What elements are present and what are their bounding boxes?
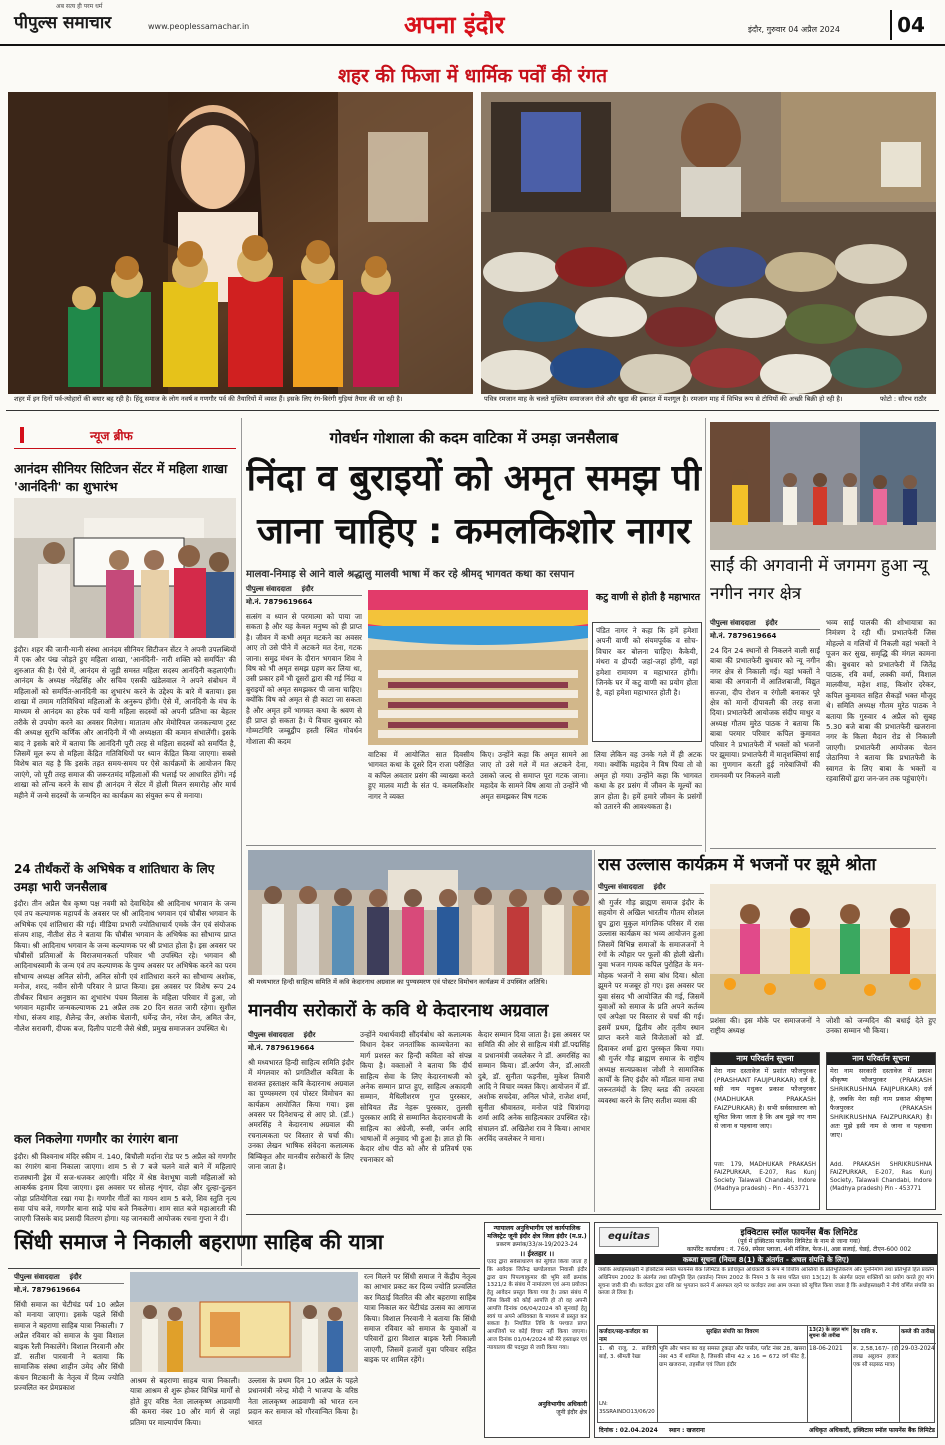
equitas-footer-place: स्थान : खजराना <box>669 1427 705 1434</box>
section-title: अपना इंदौर <box>404 11 505 39</box>
equitas-row-date: 18-06-2021 <box>808 1344 852 1422</box>
sai-headline: साईं की अगवानी में जगमग हुआ न्यू नगीन नगर क्षेत्र <box>710 556 928 604</box>
court-notice <box>484 1222 590 1438</box>
news-brief-label-box <box>20 425 150 447</box>
sindhi-col-4: रत्न मिलने पर सिंधी समाज ने केंद्रीय नेतृत्व का आभार प्रकट कर दिव्य ज्योति प्रज्वलित कर मिठाई वितरित की और बहराणा साहिब यात्रा निकाल कर चेटीचंड उत्सव का आगाज किया। विशाल निरवानी ने बताया कि सिंधी समाज रविवार को समाज के युवाओं व परिवारों द्वारा विशाल बाइक रैली निकाली जाएगी, जिसमें हजारों युवा परिवार सहित बाइक पर शामिल रहेंगे। <box>364 1272 476 1365</box>
kedarnath-col-3: केदार सम्मान दिया जाता है। इस अवसर पर समिति की ओर से साहित्य मंत्री डॉ.पद्मसिंह व प्रधानमंत्री जवलेकर ने डॉ. अमरसिंह का सम्मान किया। डॉ.अर्पण जैन, डॉ.आरती दुबे, डॉ. सुनीता फड़नीस, मुकेश तिवारी आदि ने विचार व्यक्त किए। आयोजन में डॉ. अशोक सचदेवा, अनिल भोजे, राजेश शर्मा, सुनीता श्रीवास्तव, मनोज पांडे चित्रांगदा शर्मा आदि अनेक साहित्यकार उपस्थित रहे। संचालन डॉ. अखिलेश राव ने किया। आभार अरविंद जवलेकर ने माना। <box>478 1030 590 1144</box>
kedarnath-byline <box>248 1030 354 1042</box>
sindhi-byline-author: पीपुल्स संवाददाता <box>14 1273 60 1281</box>
banner-caption-right: पवित्र रमजान माह के चलते मुस्लिम समाजजन रोजे और खुदा की इबादत में मशगूल है। रमजान माह में विभिन्न रूप से टोपियों की अच्छी बिक्री हो रही है। <box>484 395 843 403</box>
banner-bottom-rule <box>6 410 939 411</box>
photo-gangaur-dolls <box>8 92 473 394</box>
ras-col-2: प्रशंसा की। इस मौके पर समाजजनों ने राष्ट्रीय अध्यक्ष <box>710 1016 820 1036</box>
main-kicker: गोवर्धन गोशाला की कदम वाटिका में उमड़ा जनसैलाब <box>329 429 619 447</box>
name-change-1-address: पत्ता: 179, MADHUKAR PRAKASH FAIZPURKAR, E-207, Ras Kunj Society Talawali Chandabi, Indore (Madhya pradesh) - Pin - 453771 <box>714 1162 816 1192</box>
brief-1-title: आनंदम सीनियर सिटिजन सेंटर में महिला शाखा 'आनंदिनी' का शुभारंभ <box>14 461 228 494</box>
equitas-subtitle: (पूर्व में इक्विटास फायनेंस लिमिटेड के नाम से जाना गया) <box>737 1238 861 1245</box>
equitas-footer-date: दिनांक : 02.04.2024 <box>599 1427 658 1434</box>
page-number: 04 <box>890 10 930 40</box>
equitas-intro: जबकि अधोहस्ताक्षरी ने इक्विटास स्मॉल फायनेंस बैंक लिमिटेड के प्राधिकृत अधिकारी के रूप में वित्तीय आस्तियों के प्रतिभूतिकरण और पुनर्निर्माण तथा प्रतिभूति हित प्रवर्तन अधिनियम 2002 के अंतर्गत तथा प्रतिभूति हित (प्रवर्तन) नियम 2002 के नियम 3 के साथ पठित धारा 13(12) के अंतर्गत प्रदत्त शक्तियों का प्रयोग करते हुए मांग सूचना जारी की थी। कर्जदार द्वारा राशि का भुगतान करने में असफल रहने पर कर्जदार तथा आम जनता को सूचित किया जाता है कि अधोहस्ताक्षरी ने नीचे वर्णित संपत्ति का कब्जा ले लिया है। <box>598 1267 934 1297</box>
sindhi-headline: सिंधी समाज ने निकाली बहराणा साहिब की यात्रा <box>14 1230 384 1254</box>
ras-headline: रास उल्लास कार्यक्रम में भजनों पर झूमे श्रोता <box>598 855 876 875</box>
dateline: इंदौर, गुरुवार 04 अप्रैल 2024 <box>748 25 840 34</box>
mid-bottom-rule <box>246 1214 942 1215</box>
photo-caps-shop <box>481 92 936 394</box>
equitas-logo: equitas <box>599 1227 659 1247</box>
website-url[interactable]: www.peoplessamachar.in <box>148 22 250 31</box>
kedarnath-byline-author: पीपुल्स संवाददाता <box>248 1031 294 1039</box>
sindhi-byline-place: इंदौर <box>69 1273 82 1281</box>
kedarnath-byline-mobile: मो.नं. 7879619664 <box>248 1044 315 1052</box>
main-sidebar-title: कटु वाणी से होती है महाभारत <box>595 592 701 603</box>
news-brief-label: न्यूज ब्रीफ <box>90 429 133 443</box>
sai-photo <box>710 422 936 550</box>
kedarnath-col-2: उन्होंने यथार्थवादी सौंदर्यबोध को कलात्मक विधान देकर जनतांत्रिक काव्यचेतना का मार्ग प्रशस्त कर हिन्दी कविता को संपन्न किया है। वक्ताओं ने बताया कि दीर्घ साहित्य सेवा के लिए केदारनाथजी को अनेक सम्मान प्राप्त हुए, साहित्य अकादमी सम्मान, मैथिलीशरण गुप्त पुरस्कार, सोवियत लैंड नेहरू पुरस्कार, तुलसी पुरस्कार आदि से सम्मानित केदारनाथजी के साहित्य का अंग्रेजी, रूसी, जर्मन आदि भाषाओं में अनुवाद भी हुआ है। ज्ञात हो कि केदार शोध पीठ को और से प्रतिवर्ष एक रचनाकार को <box>360 1030 472 1164</box>
equitas-table <box>597 1325 935 1423</box>
equitas-th-names: कर्जदार/सह-कर्जदार का नाम <box>598 1326 658 1344</box>
brief-2-body: इंदौर। तीन अप्रैल चैत्र कृष्ण पक्ष नवमी को देवाधिदेव श्री आदिनाथ भगवान के जन्म एवं तप कल्याणक महापर्व के अवसर पर श्री आदिनाथ भगवान एवं चौबीस भगवान के अभिषेक एवं शांतिधारा की गई। मीडिया प्रभारी ज्योतिधाचार्य एमके जैन एवं संयोजक संजय शाह, नीतीश सेठ ने बताया कि चौबीस भगवान के अभिषेक का सौभाग्य प्राप्त किया। श्री आदिनाथ भगवान के जन्म कल्याणक पर श्री प्रभात होता है। इस अवसर पर चौबीसों प्रतिमाओं के विराजमानकर्ता परिवार भी उपस्थित रहे। भगवान श्री आदिनाथस्वामी के जन्म एवं तप कल्याणक के पुण्य अवसर पर अभिषेक करने का परम सौभाग्य अध्यक्ष अनिल सोनी, अनिल सोनी एवं शांतिधारा करने का सौभाग्य अशोक, मनोज, शरद, नवीन सोनी परिवार ने प्राप्त किया। इस अवसर पर विशेष रूप 24 तीर्थंकर विधान अनुष्ठान का शुभारंभ पंचम विलास के महिला परिवार में हुआ, जो भगवान महावीर जन्मकल्याणक 21 अप्रैल तक 20 दिन सतत जारी रहेगा। सुशील गोधा, संजय शाह, शैलेन्द्र जैन, अशोक चेलानी, धर्मेन्द्र जैन, नरेश जैन, अमित जैन, नौलेश सरावगी, दीपक बज, दिलीप पाटनी जैसे श्रेष्ठी, प्रमुख समाजजन उपस्थित थे। <box>14 899 236 1033</box>
sindhi-col-3: उल्लास के प्रथम दिन 10 अप्रैल के पहले प्रधानमंत्री नरेन्द्र मोदी ने भाजपा के वरिष्ठ नेता लालकृष्ण आडवाणी को भारत रत्न प्रदान कर समाज को गौरवान्वित किया है। भारत <box>248 1376 358 1427</box>
main-byline-mobile: मो.नं. 7879619664 <box>246 598 313 606</box>
brief-1-body: इंदौर। शहर की जानी-मानी संस्था आनंदम सीनियर सिटीजन सेंटर ने अपनी उपलब्धियों में एक और पंख जोड़ते हुए महिला शाखा, 'आनंदिनी- नारी शक्ति को समर्पित' की शुरुआत की है। ऐसे में, आनंदम से जुड़ी समस्त महिला सदस्य आनंदिनी कहलाएंगी। आनंदम के अध्यक्ष नरेंद्रसिंह और सचिव एसकी खंडेलवाल ने अपने संबोधन में महिलाओं को समर्पित-आनंदिनी का शुभारंभ करने के उद्देश्य के बारे में बताया। इस शाखा में तमाम गतिविधियां महिलाओं के अनुरूप होंगी। ऐसे में, आनंदिनी के मंच के माध्यम से आनंदम का हरेक पर्व यानी महिला सदस्यों को अपनी प्रतिभा का बेहतर तरीके से उपयोग करने का अवसर मिलेगा। मातातम और मेमोरियल जनकल्याण ट्रस्ट की अध्यक्ष सुरभि कर्णिक और आनंदिनी में भी अध्यक्षता की कमान संभालेंगी। इसके बाद ने इसके बारे में बताया कि आनंदिनी पूरी तरह से महिला सदस्यों को समर्पित है, जिसमें मूल रूप से महिला केंद्रित गतिविधियों पर ध्यान केंद्रित किया जाएगा। सबसे विशेष बात यह है कि इसके तहत समय-समय पर ऐसे कार्यक्रमों के आयोजन किए जाएंगे, जो पूरी तरह समाज की जरूरतमंद महिलाओं की भलाई पर आधारित होंगे। नई शाखा को लॉन्च करने के साथ ही आनंदम ने सेंटर में होली मिलन समारोह और मार्च महीने में जन्मे सदस्यों के जन्मदिन का कार्यक्रम का संयुक्त रूप से मनाया। <box>14 645 236 800</box>
masthead <box>0 0 945 46</box>
sindhi-col-2: आश्रम से बहराणा साहब यात्रा निकाली। यात्रा आश्रम से शुरू होकर विभिन्न मार्गों से होते हुए वरिष्ठ नेता लालकृष्ण आडवाणी की कमरा नंबर 10 और मार्ग से जहां प्रतिमा पर माल्यार्पण किया। <box>130 1376 240 1427</box>
sai-byline <box>710 618 820 630</box>
equitas-row-possession: 29-03-2024 <box>901 1346 935 1352</box>
left-column-rule <box>241 418 242 1266</box>
name-change-notice-2 <box>826 1052 936 1210</box>
kedarnath-col-1: श्री मध्यभारत हिन्दी साहित्य समिति इंदौर में मंगलवार को प्रगतिशील कविता के सशक्त हस्ताक्षर कवि केदारनाथ अग्रवाल का पुण्यस्मरण एवं पोस्टर विमोचन का कार्यक्रम आयोजित किया गया। इस अवसर पर दिनेशचन्द्र से आए प्रो. (डॉ.) अमरसिंह ने केदारनाथ अग्रवाल की रचनात्मकता पर विस्तार से चर्चा की। उनका लेखन भाषिक संवेदना कलात्मक बिम्बिकृत और मानवीय सरोकारों के लिए जाना जाता है। <box>248 1058 354 1172</box>
sai-col-2: भव्य साईं पालकी की शोभायात्रा का निमंत्रण दे रही थीं। प्रभातफेरी जिस मोहल्ले व गलियों में निकली वहां भक्तों ने पूजन कर सुख, समृद्धि की मंगल कामना की। बुधवार को प्रभातफेरी में जितेंद्र पाठक, रवि वर्मा, लक्की वर्मा, विशाल मालवीया, महेश शाह, किशोर दरेकर, कपिल कुमावत सहित सैकड़ों भक्त मौजूद थे। समिति अध्यक्ष गौतम मुरेठ पाठक ने बताया कि गुरुवार 4 अप्रैल को सुबह 5.30 बजे बाबा की प्रभातफेरी खजराना नगर के किला मैदान रोड से निकाली जाएगी। प्रभातफेरी आयोजक चेतन जेठानिया ने बताया कि प्रभातफेरी के स्वागत के लिए बाबा के भक्तों व रहवासियों द्वारा जन-जन तक पहुंचाएंगे। <box>826 618 936 784</box>
main-byline-author: पीपुल्स संवाददाता <box>246 585 292 593</box>
main-col-2: वाटिका में आयोजित सात दिवसीय भागवत कथा के दूसरे दिन राजा परीक्षित व कपिल अवतार प्रसंग की व्याख्या करते हुए मालव माटी के संत पं. कमलकिशोर नागर ने व्यक्त <box>368 750 474 801</box>
equitas-row-loan: LN: 3SSRAINDO13/06/20 <box>598 1400 658 1422</box>
equitas-th-possession: कब्जे की तारीख <box>900 1326 936 1344</box>
brief-3-title: कल निकलेगा गणगौर का रंगारंग बाना <box>14 1132 178 1146</box>
ras-byline <box>598 882 704 894</box>
name-change-notice-1 <box>710 1052 820 1210</box>
katha-photo <box>368 590 588 745</box>
ras-byline-author: पीपुल्स संवाददाता <box>598 883 644 891</box>
banner-title: शहर की फिजा में धार्मिक पर्वों की रंगत <box>337 65 608 87</box>
brief-marker-icon <box>20 427 24 443</box>
main-headline: निंदा व बुराइयों को अमृत समझ पी जाना चाहिए : कमलकिशोर नागर <box>246 458 702 552</box>
sindhi-top-rule <box>8 1268 480 1269</box>
sai-bottom-rule <box>710 848 936 849</box>
sindhi-byline-mobile: मो.नं. 7879619664 <box>14 1286 81 1294</box>
equitas-notice-title: कब्जा सूचना (नियम 8(1) के अंतर्गत - अचल संपत्ति के लिए) <box>595 1254 937 1265</box>
court-notice-sign2: जूनी इंदौर क्षेत्र <box>556 1409 587 1416</box>
main-deck: मालवा-निमाड़ से आने वाले श्रद्धालु मालवी भाषा में कर रहे श्रीमद् भागवत कथा का रसपान <box>246 569 575 580</box>
main-col-1: सत्संग व ध्यान से परमात्मा को पाया जा सकता है और यह केवल मनुष्य को ही प्राप्त है। जीवन में कभी अमृत मटकने का अवसर आए तो उसे पीने में अटकने मत देना, गटक जाना। समुद्र मंथन के दौरान भगवान शिव ने विष को भी अमृत समझ ग्रहण कर लिया था, उसी प्रकार हमें भी दूसरों द्वारा की गई निंदा व बुराइयों को अमृत समझकर पी जाना चाहिए। क्योंकि विष को अमृत से ही काटा जा सकता है और अमृत हमें भागवत कथा के श्रवण से ही प्राप्त हो सकता है। ये विचार बुधवार को गोम्मटगिरि जम्बूद्वीप हस्ती स्थित गोवर्धन गोशाला की कदम <box>246 612 362 746</box>
main-byline-place: इंदौर <box>301 585 314 593</box>
main-byline <box>246 584 362 596</box>
name-change-2-title: नाम परिवर्तन सूचना <box>827 1053 935 1065</box>
brand-logo: पीपुल्स समाचार <box>14 13 112 33</box>
equitas-row-property: भूमि और भवन का वह समस्त टुकड़ा और पार्सल, प्लॉट नंबर 28, खसरा नंबर 43 में शामिल है, जिसकी सीमा 42 x 16 = 672 वर्ग फीट है, ग्राम खजराना, तहसील एवं जिला इंदौर <box>658 1344 808 1422</box>
main-story-bottom-rule <box>246 845 702 846</box>
sai-byline-place: इंदौर <box>765 619 778 627</box>
sindhi-photo <box>130 1272 358 1372</box>
equitas-title: इक्विटास स्मॉल फायनेंस बैंक लिमिटेड <box>740 1228 858 1238</box>
name-change-1-body: मेरा नाम दस्तावेज में प्रशांत फौजपुरकर (PRASHANT FAUJPURKAR) दर्ज है, सही नाम मधुकर प्रकाश फौजपुरकर (MADHUKAR PRAKASH FAIZPURKAR) है। सभी सर्वसाधारण को सूचित किया जाता है कि अब मुझे नए नाम से जाना व पहचाना जाए। <box>714 1067 816 1131</box>
court-notice-sign1: अनुविभागीय अधिकारी <box>537 1401 587 1408</box>
kedarnath-byline-place: इंदौर <box>303 1031 316 1039</box>
brief-rule <box>14 448 236 449</box>
name-change-2-address: Add. PRAKASH SHRIKRUSHNA FAIZPURKAR, E-207, Ras Kunj Society, Talawali Chandabi, Indore (Madhya pradesh) Pin - 453771 <box>830 1162 932 1192</box>
kedarnath-photo-caption: श्री मध्यभारत हिन्दी साहित्य समिति में कवि केदारनाथ अग्रवाल का पुण्यस्मरण एवं पोस्टर विमोचन कार्यक्रम में उपस्थित अतिथि। <box>248 978 548 986</box>
court-notice-case: प्रकरण क्रमांक/33/अ-19/2023-24 <box>496 1242 578 1248</box>
sindhi-col-1: सिंधी समाज का चेटीचंड पर्व 10 अप्रैल को मनाया जाएगा। इसके पहले सिंधी समाज ने बहराणा साहिब यात्रा निकाली। 7 अप्रैल रविवार को समाज के युवा विशाल बाइक रैली निकालेंगे। विशाल निरवानी और डॉ. सतीश पारवानी ने बताया कि सामाजिक संस्था शाहीन उमेद और सिंधी कंचन मिटकानी के नेतृत्व में दिव्य ज्योति प्रज्वलित कर प्रेमप्रकाश <box>14 1300 124 1393</box>
sai-byline-mobile: मो.नं. 7879619664 <box>710 632 777 640</box>
equitas-footer-sign: अधिकृत अधिकारी, इक्विटास स्मॉल फायनेंस बैंक लिमिटेड <box>808 1427 935 1434</box>
equitas-row-names: 1. श्री राजू, 2. सावित्री बाई, 3. श्रीमती रेखा <box>598 1344 658 1400</box>
name-change-2-body: मेरा नाम सरकारी दस्तावेज में प्रकाश श्रीकृष्ण फौजपुरकर (PRAKASH SHRIKRUSHNA FAIJPURKAR) दर्ज है, जबकि मेरा सही नाम प्रकाश श्रीकृष्ण फैजपुरकर (PRAKASH SHRIKRUSHNA FAIZPURKAR) है। अतः मुझे इसी नाम से जाना व पहचाना जाए। <box>830 1067 932 1140</box>
equitas-th-date: 13(2) के तहत मांग सूचना की तारीख <box>808 1326 852 1344</box>
sai-col-1: 24 दिन 24 स्थानों से निकलने वाली साईं बाबा की प्रभातफेरी बुधवार को न्यू नगीन नगर क्षेत्र से निकाली गई। यहां भक्तों ने बाबा की अगवानी में आतिशबाजी, विद्युत सज्जा, दीप रोशन व रंगोली बनाकर पूरे क्षेत्र को मानों दीपावली की तरह सजा दिया। प्रभातफेरी आयोजक संदीप माथुर व अध्यक्ष गौतम मुरेठ पाठक ने बताया कि बाबा परमार परिवार कपिल कुमावत परिवार ने प्रभातफेरी में भक्तों को भजनों पर झूमाया। प्रभातफेरी में मातृशक्तियां साईं का गुणगान करती हुई नारेबाजियों की रामनवमी पर निकलने वाली <box>710 646 820 780</box>
equitas-th-property: सुरक्षित संपत्ति का विवरण <box>658 1326 808 1344</box>
court-notice-body: एतद द्वारा सर्वसाधारण को सूचित किया जाता है कि आवेदक जितेन्द्र खण्डेलवाल निवासी इंदौर द्वारा ग्राम पिपल्याकुमार की भूमि सर्वे क्रमांक 1321/2 के संबंध में नामांतरण एवं अन्य प्रयोजन हेतु आवेदन प्रस्तुत किया गया है। उक्त संबंध में जिस किसी को कोई आपत्ति हो तो वह अपनी आपत्ति दिनांक 06/04/2024 को सुनवाई हेतु स्वयं या अपने अधिवक्ता के माध्यम से प्रस्तुत कर सकता है। निर्धारित तिथि के पश्चात प्राप्त आपत्तियों पर कोई विचार नहीं किया जाएगा। आज दिनांक 01/04/2024 को मेरे हस्ताक्षर एवं न्यायालय की पदमुद्रा से जारी किया गया। <box>487 1259 587 1351</box>
name-change-1-title: नाम परिवर्तन सूचना <box>711 1053 819 1065</box>
ras-left-rule <box>594 850 595 1212</box>
brief-2-title: 24 तीर्थंकरों के अभिषेक व शांतिधारा के लिए उमड़ा भारी जनसैलाब <box>14 862 215 894</box>
center-column-rule <box>705 418 706 852</box>
photo-credit: फोटो : सौरभ राठौर <box>880 395 927 403</box>
equitas-row-amount: रु. 2,58,167/- (दो लाख अट्ठावन हजार एक सौ सड़सठ मात्र) <box>852 1344 900 1422</box>
sai-byline-author: पीपुल्स संवाददाता <box>710 619 756 627</box>
equitas-notice <box>594 1222 938 1438</box>
main-sidebar-body: पंडित नागर ने कहा कि हमें हमेशा अपनी वाणी को संयमपूर्वक व सोच-विचार कर बोलना चाहिए। कैकेयी, मंथरा व द्रौपदी जहां-जहां होंगी, वहां हमेशा रामायण व महाभारत होंगी। जिनके घर में कटु वाणी का प्रयोग होता है, वहां हमेशा महाभारत होती है। <box>592 622 702 742</box>
court-notice-title: ।। ईश्तहार ।। <box>519 1250 555 1258</box>
sindhi-byline <box>14 1272 124 1284</box>
ras-byline-place: इंदौर <box>653 883 666 891</box>
main-col-4: लिया लेकिन वह उनके गले में ही अटक गया। क्योंकि महादेव ने विष पिया तो वो अमृत हो गया। उन्होंने कहा कि भागवत कथा के हर प्रसंग में जीवन के मूल्यों का ज्ञान होता है। हमें हमारे जीवन के प्रसंगों को उतारने की आवश्यकता है। <box>594 750 702 812</box>
kedarnath-photo <box>248 850 592 975</box>
kedarnath-headline: मानवीय सरोकारों के कवि थे केदारनाथ अग्रवाल <box>248 1001 549 1021</box>
ras-col-2b: जोशी को जन्मदिन की बधाई देते हुए उनका सम्मान भी किया। <box>826 1016 936 1036</box>
banner-caption-left: शहर में इन दिनों पर्व-त्योहारों की बयार बह रही है। हिंदू समाज के लोग नवर्ष व गणगौर पर्व की तैयारियों में व्यस्त हैं। इसके लिए रंग-बिरंगी गुड़ियां तैयार की जा रही है। <box>14 395 403 403</box>
equitas-office: कार्पोरेट कार्यालय : नं. 769, स्पेंसर प्लाजा, 4थी मंजिल, फेज-II, अन्ना सलाई, चेन्नई, टीएन-600 002 <box>686 1246 912 1253</box>
court-notice-line1: न्यायालय अनुविभागीय एवं कार्यपालिक <box>493 1225 581 1232</box>
court-notice-line2: मजिस्ट्रेट जूनी इंदौर क्षेत्र जिला इंदौर (म.प्र.) <box>487 1233 587 1240</box>
main-col-3: किए। उन्होंने कहा कि अमृत सामने आ जाए तो उसे गले में मत अटकने देना, उसको जल्द से समाप्त पूरा गटक जाना। महादेव के सामने विष आया तो उन्होंने भी अमृत समझकर विष गटक <box>480 750 588 801</box>
brand-tagline: अब सत्य ही परम धर्म <box>56 3 103 10</box>
brief-3-body: इंदौर। श्री विश्वनाथ मंदिर स्कीम नं. 140, बिचौली मर्दाना रोड पर 5 अप्रैल को गणगौर का रंगारंग बाना निकाला जाएगा। शाम 5 से 7 बजे चलने वाले बाने में महिलाएं राजस्थानी ड्रेस में सज-धजकर आएंगी। मंदिर में श्रेष्ठ वेशभूषा वाली महिलाओं को आकर्षक इनाम दिया जाएगा। इस अवसर पर सोलह शृंगार, दोहा और दूल्हा-दुल्हन जोड़ा प्रतियोगिता रखा गया है। गणगौर गीतों का गायन शाम 5 बजे, शिव स्तुति नृत्य सवा पांच बजे, गणगौर बाना साढ़े पांच बजे निकलेगा। शाम सात बजे महाआरती की जाएगी जिसके बाद प्रसादी वितरण होगा। यह जानकारी आयोजक रचना गुप्ता ने दी। <box>14 1152 236 1224</box>
equitas-th-amount: देय राशि रु. <box>852 1326 900 1344</box>
ras-col-1: श्री गुर्जर गौड़ ब्राह्मण समाज इंदौर के सहयोग से अखिल भारतीय गौतम सोशल ग्रुप द्वारा मुकुल मांगलिक परिसर में रास उल्लास कार्यक्रम का भव्य आयोजन हुआ जिसमें विभिन्न समाजों के समाजजनों ने रंगों के त्यौहार पर फूलों की होली खेली। युवा भजन गायक कपिल पुरोहित के मन-मोहक भजनों ने समा बांध दिया। श्रोता झूमने पर मजबूर हो गए। इस अवसर पर युवा संसद भी आयोजित की गई, जिसमें युवाओं को समाज के प्रति अपने कर्तव्य एवं अपेक्षा पर विस्तार से चर्चा की गई। इसमें प्रथम, द्वितीय और तृतीय स्थान प्राप्त करने वाले विजेताओं को डॉ. दिवाकर शर्मा द्वारा पुरस्कृत किया गया। श्री गुर्जर गौड़ ब्राह्मण समाज के राष्ट्रीय अध्यक्ष सत्यप्रकाश जोशी ने सामाजिक कार्यों के लिए इंदौर को मॉडल माना तथा जरूरतमंदों के लिए ब्लड की तत्परता व्यवस्था करने के लिए सतीश व्यास की <box>598 898 704 1105</box>
brief-1-photo <box>14 498 236 638</box>
ras-photo <box>710 884 936 1014</box>
